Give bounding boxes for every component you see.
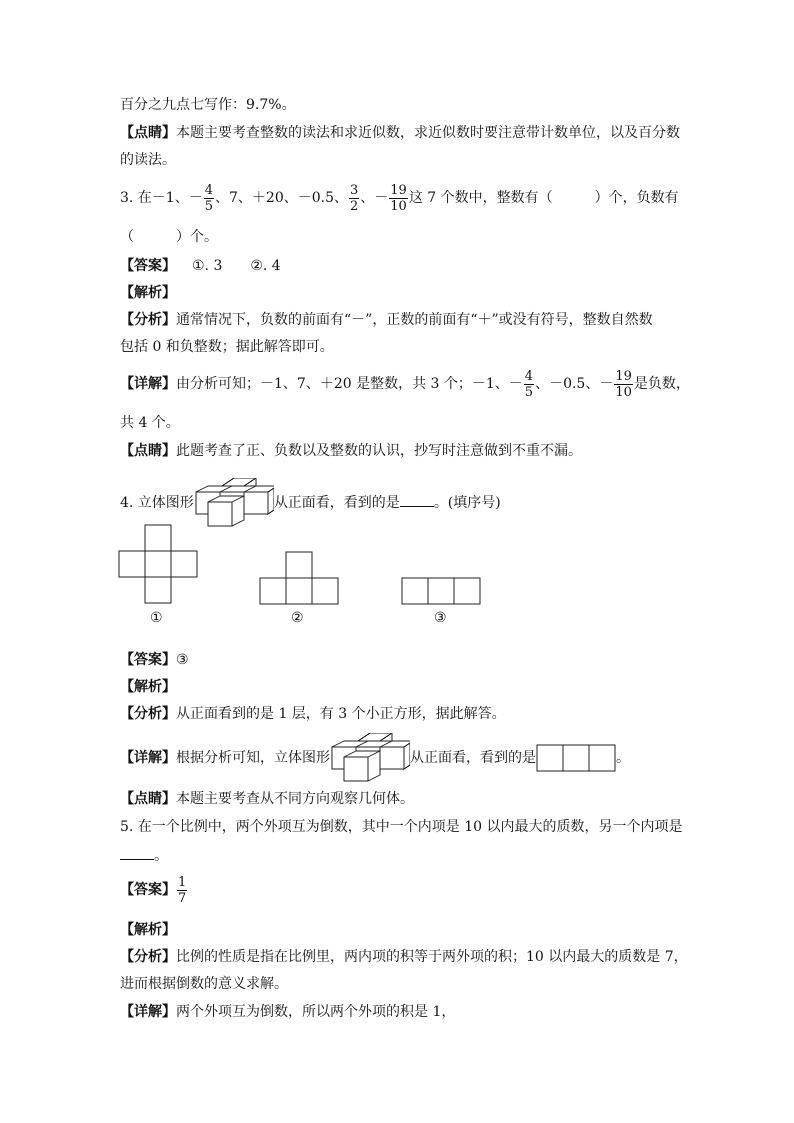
q3-text: 、－	[360, 190, 389, 206]
analysis-text: 比例的性质是指在比例里，两内项的积等于两外项的积；10 以内最大的质数是 7，	[176, 949, 688, 965]
detail-text: 。	[616, 750, 630, 766]
answer-line	[120, 870, 188, 910]
comment-tag: 【点睛】	[120, 791, 176, 807]
option-label: ③	[434, 610, 447, 626]
q5-text: 。	[154, 848, 168, 864]
detail-line	[120, 366, 690, 402]
comment-tag: 【点睛】	[120, 125, 176, 141]
analysis-tag: 【分析】	[120, 949, 176, 965]
analysis-line	[120, 310, 653, 330]
fraction: $\frac{19}{10}$	[615, 368, 632, 400]
detail-text: 是负数，	[633, 376, 690, 392]
detail-text: 从正面看，看到的是	[410, 750, 536, 766]
answer-tag: 【答案】	[120, 882, 176, 898]
detail-text: 、－0.5、－	[535, 376, 614, 392]
detail-line	[120, 733, 630, 783]
question-5: 5. 在一个比例中，两个外项互为倒数，其中一个内项是 10 以内最大的质数，另一个内项是	[120, 819, 683, 835]
answer-blank	[120, 845, 154, 860]
comment-line	[120, 441, 582, 461]
fraction: $\frac{19}{10}$	[390, 182, 407, 214]
q4-text: 从正面看，看到的是	[273, 495, 400, 511]
solid-figure-image	[330, 733, 410, 783]
analysis-text: 从正面看到的是 1 层，有 3 个小正方形，据此解答。	[176, 706, 506, 722]
analysis-tag: 【分析】	[120, 706, 176, 722]
answer-fraction: $\frac{1}{7}$	[178, 874, 187, 906]
answer-tag: 【答案】	[120, 258, 176, 274]
detail-tag: 【详解】	[120, 376, 176, 392]
front-view-figure	[536, 744, 616, 772]
fraction: $\frac{4}{5}$	[204, 182, 213, 214]
analysis-text: 通常情况下，负数的前面有“－”，正数的前面有“＋”或没有符号，整数自然数	[176, 312, 653, 328]
answer-line	[120, 650, 189, 670]
analysis-line	[120, 947, 688, 967]
analysis-heading: 【解析】	[120, 285, 176, 301]
q3-text: 3. 在－1、－	[120, 190, 203, 206]
comment-text: 此题考查了正、负数以及整数的认识，抄写时注意做到不重不漏。	[176, 443, 582, 459]
comment-text: 本题主要考查从不同方向观察几何体。	[176, 791, 414, 807]
option-1-figure	[118, 524, 200, 606]
answer-line	[120, 256, 281, 276]
option-label: ②	[291, 610, 304, 626]
analysis-line-cont: 包括 0 和负整数；据此解答即可。	[120, 339, 334, 355]
question-4	[120, 478, 501, 528]
analysis-tag: 【分析】	[120, 312, 176, 328]
comment-text: 本题主要考查整数的读法和求近似数，求近似数时要注意带计数单位，以及百分数	[176, 125, 680, 141]
detail-line	[120, 1002, 455, 1022]
analysis-heading: 【解析】	[120, 922, 176, 938]
q4-text: 。(填序号)	[433, 495, 501, 511]
text-line: 百分之九点七写作：9.7%。	[120, 97, 296, 113]
comment-line	[120, 789, 414, 809]
q3-text: 这 7 个数中，整数有（ ）个，负数有	[408, 190, 679, 206]
fraction: $\frac{3}{2}$	[350, 182, 359, 214]
comment-tag: 【点睛】	[120, 443, 176, 459]
detail-tag: 【详解】	[120, 1004, 176, 1020]
analysis-line-cont: 进而根据倒数的意义求解。	[120, 976, 288, 992]
question-3	[120, 180, 679, 216]
question-5-cont	[120, 845, 168, 866]
q4-text: 4. 立体图形	[120, 495, 194, 511]
detail-line-cont: 共 4 个。	[120, 415, 180, 431]
q3-text: 、7、＋20、－0.5、	[215, 190, 348, 206]
answer-tag: 【答案】	[120, 652, 176, 668]
detail-text: 两个外项互为倒数，所以两个外项的积是 1，	[176, 1004, 456, 1020]
detail-tag: 【详解】	[120, 750, 176, 766]
comment-line	[120, 123, 680, 143]
answer-text: ③	[176, 652, 189, 668]
comment-line-cont: 的读法。	[120, 152, 176, 168]
question-3-cont: （ ）个。	[120, 229, 218, 245]
option-3-figure	[401, 577, 483, 607]
answer-blank	[400, 492, 434, 507]
solid-figure-image	[194, 478, 274, 528]
fraction: $\frac{4}{5}$	[524, 368, 534, 400]
analysis-line	[120, 704, 506, 724]
detail-text: 根据分析可知，立体图形	[176, 750, 330, 766]
detail-text: 由分析可知；－1、7、＋20 是整数，共 3 个；－1、－	[176, 376, 523, 392]
analysis-heading: 【解析】	[120, 679, 176, 695]
option-2-figure	[259, 551, 341, 607]
option-label: ①	[150, 610, 163, 626]
answer-text: ①. 3 ②. 4	[192, 258, 281, 274]
